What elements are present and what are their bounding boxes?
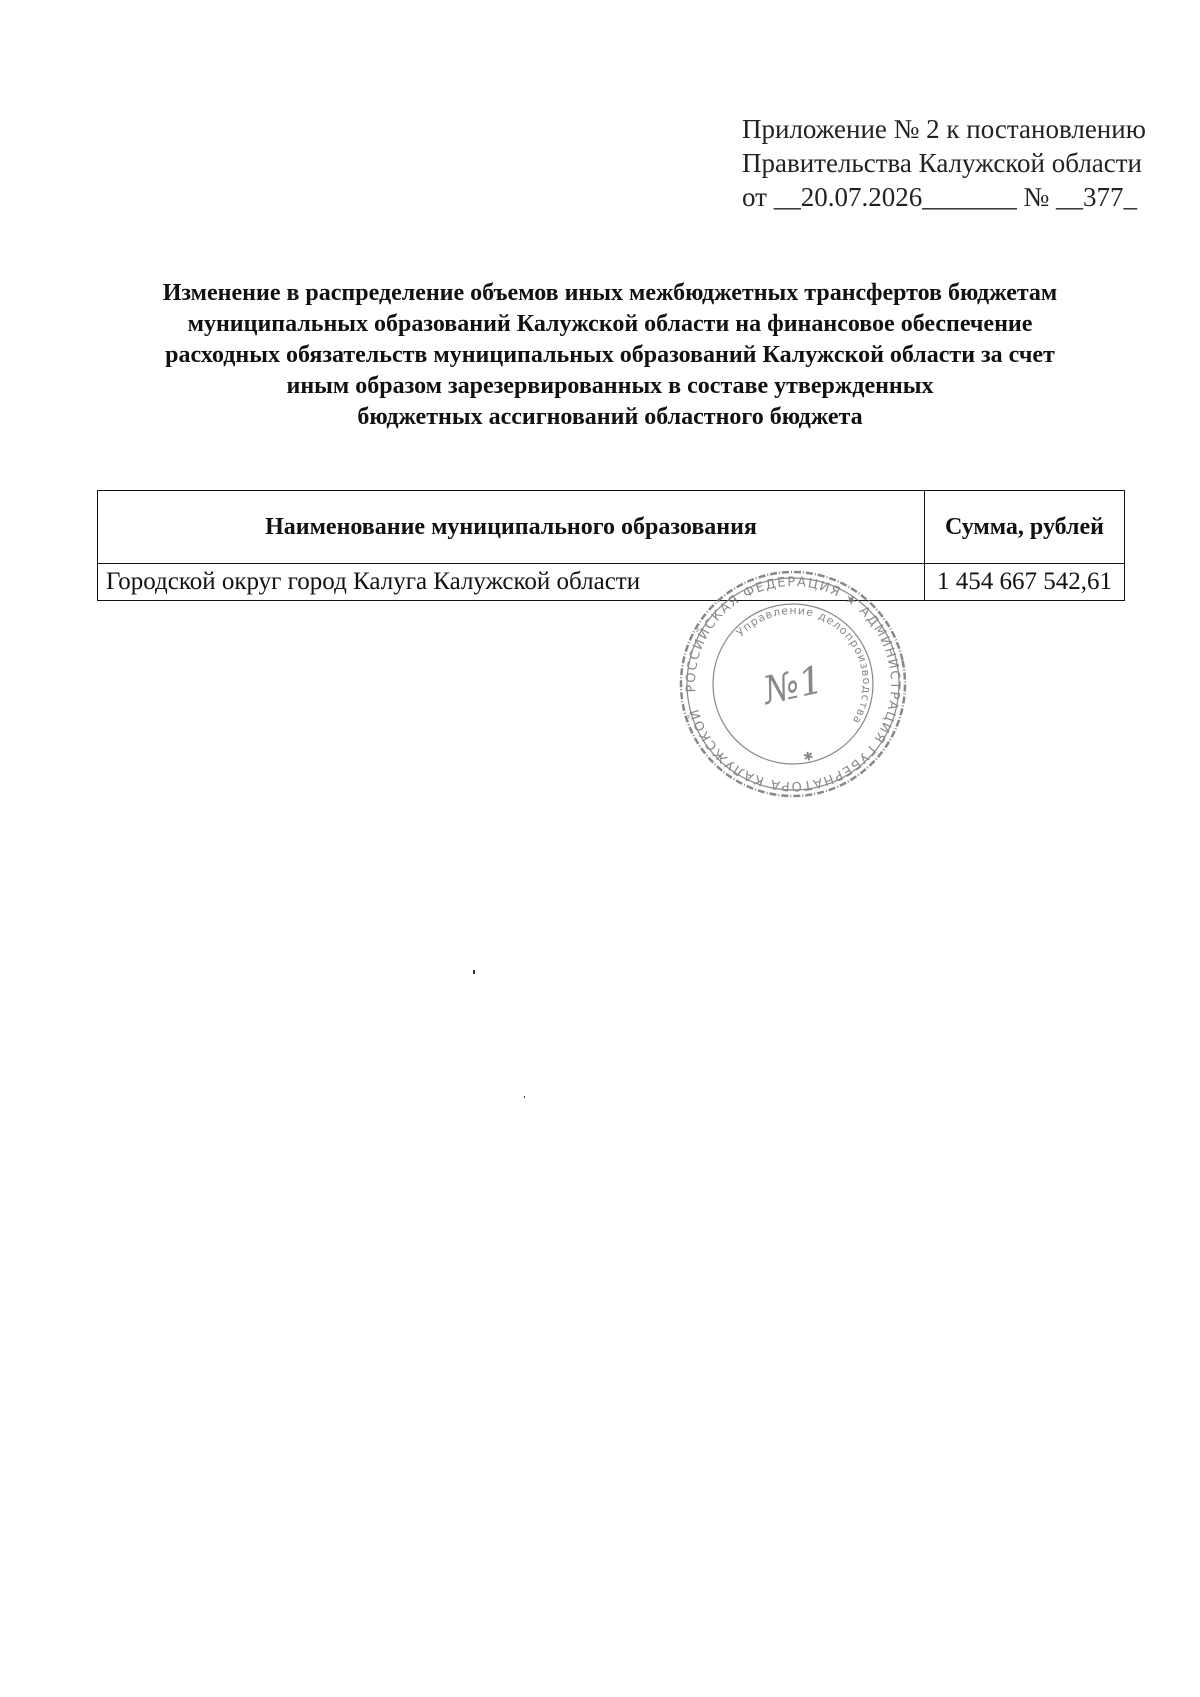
title-line: муниципальных образований Калужской области на финансовое обеспечение <box>187 311 1033 337</box>
document-title <box>100 278 1120 433</box>
title-line: бюджетных ассигнований областного бюджета <box>357 404 863 430</box>
amount-cell: 1 454 667 542,61 <box>925 564 1125 601</box>
appendix-line-3: от __20.07.2026_______ № __377_ <box>742 182 1137 212</box>
municipality-cell: Городской округ город Калуга Калужской области <box>98 564 925 601</box>
stamp-inner-text: Управление делопроизводства <box>733 603 874 727</box>
title-line: иным образом зарезервированных в составе утвержденных <box>286 373 934 399</box>
star-icon: ✱ <box>802 748 815 765</box>
allocation-table <box>97 490 1125 601</box>
table-row <box>98 564 1125 601</box>
table-header-row <box>98 491 1125 564</box>
appendix-header <box>742 112 1162 214</box>
scan-speck <box>473 970 475 974</box>
scan-speck <box>524 1096 525 1098</box>
appendix-line-2: Правительства Калужской области <box>742 148 1143 178</box>
title-line: расходных обязательств муниципальных образований Калужской области за счет <box>165 342 1055 368</box>
column-header-municipality: Наименование муниципального образования <box>98 491 925 564</box>
stamp-outer-text: РОССИЙСКАЯ ФЕДЕРАЦИЯ ★ АДМИНИСТРАЦИЯ ГУБЕРНАТОРА КАЛУЖСКОЙ <box>683 574 903 794</box>
official-seal-stamp <box>676 566 910 802</box>
title-line: Изменение в распределение объемов иных межбюджетных трансфертов бюджетам <box>162 280 1058 306</box>
stamp-center-number: №1 <box>759 657 828 713</box>
appendix-line-1: Приложение № 2 к постановлению <box>742 114 1146 144</box>
column-header-amount: Сумма, рублей <box>925 491 1125 564</box>
